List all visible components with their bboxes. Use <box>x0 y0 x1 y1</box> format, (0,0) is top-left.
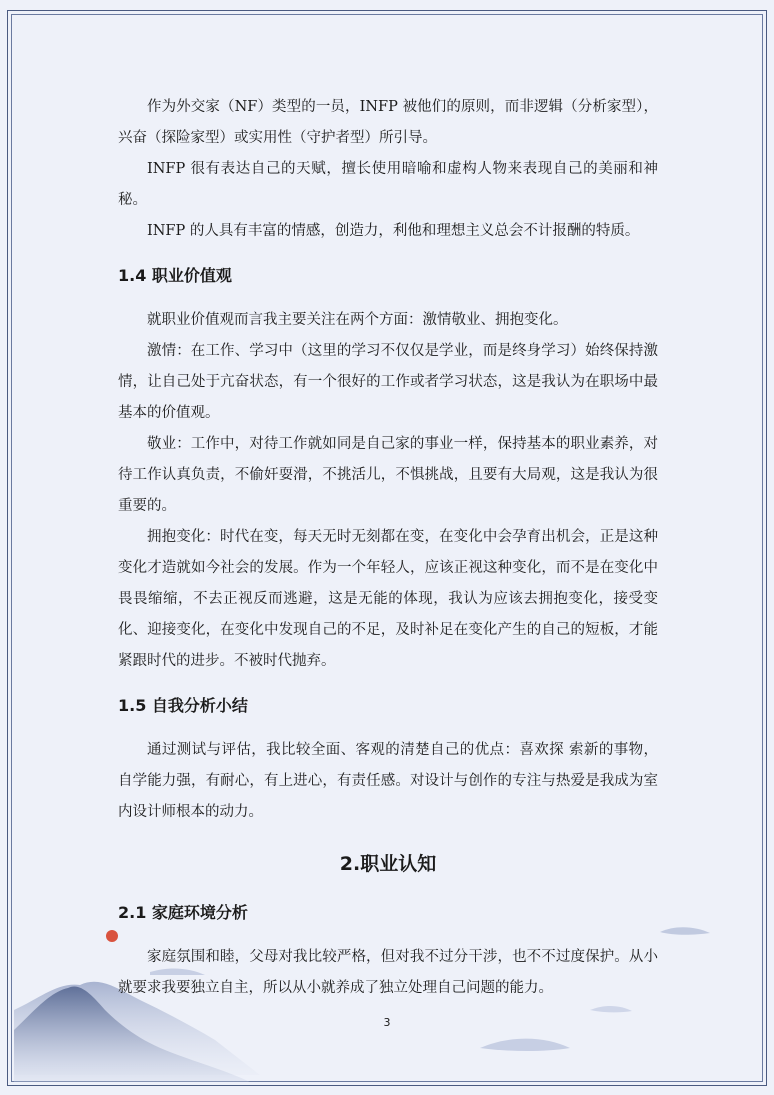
paragraph: 拥抱变化：时代在变，每天无时无刻都在变，在变化中会孕育出机会，正是这种变化才造就如今社会的发展。作为一个年轻人，应该正视这种变化，而不是在变化中畏畏缩缩，不去正视反而逃避，这是无能的体现，我认为应该去拥抱变化，接受变化、迎接变化，在变化中发现自己的不足，及时补足在变化产生的自己的短板，才能紧跟时代的进步。不被时代抛弃。 <box>118 529 658 669</box>
paragraph: INFP 很有表达自己的天赋，擅长使用暗喻和虚构人物来表现自己的美丽和神秘。 <box>118 161 658 208</box>
cloud-right-top <box>660 927 710 935</box>
paragraph: 激情：在工作、学习中（这里的学习不仅仅是学业，而是终身学习）始终保持激情，让自己处于亢奋状态，有一个很好的工作或者学习状态，这是我认为在职场中最基本的价值观。 <box>118 343 658 421</box>
document-body <box>118 92 658 1004</box>
cloud-right-bottom <box>480 1039 570 1051</box>
paragraph: 通过测试与评估，我比较全面、客观的清楚自己的优点：喜欢探 索新的事物，自学能力强，有耐心，有上进心，有责任感。对设计与创作的专注与热爱是我成为室内设计师根本的动力。 <box>118 742 658 820</box>
page-number: 3 <box>383 1016 391 1029</box>
paragraph: INFP 的人具有丰富的情感，创造力，利他和理想主义总会不计报酬的特质。 <box>147 223 640 239</box>
section-heading-1-4: 1.4 职业价值观 <box>118 266 232 285</box>
section-heading-2-1: 2.1 家庭环境分析 <box>118 903 248 922</box>
paragraph: 就职业价值观而言我主要关注在两个方面：激情敬业、拥抱变化。 <box>147 312 568 328</box>
paragraph: 敬业：工作中，对待工作就如同是自己家的事业一样，保持基本的职业素养，对待工作认真负责，不偷奸耍滑，不挑活儿，不惧挑战，且要有大局观，这是我认为很重要的。 <box>118 436 658 514</box>
red-sun <box>106 930 118 942</box>
cloud-right-small <box>590 1006 632 1012</box>
paragraph: 作为外交家（NF）类型的一员，INFP 被他们的原则，而非逻辑（分析家型），兴奋（探险家型）或实用性（守护者型）所引导。 <box>118 99 658 146</box>
paragraph: 家庭氛围和睦，父母对我比较严格，但对我不过分干涉，也不不过度保护。从小就要求我要独立自主，所以从小就养成了独立处理自己问题的能力。 <box>118 949 658 996</box>
section-heading-1-5: 1.5 自我分析小结 <box>118 696 248 715</box>
chapter-title: 2.职业认知 <box>339 853 437 875</box>
